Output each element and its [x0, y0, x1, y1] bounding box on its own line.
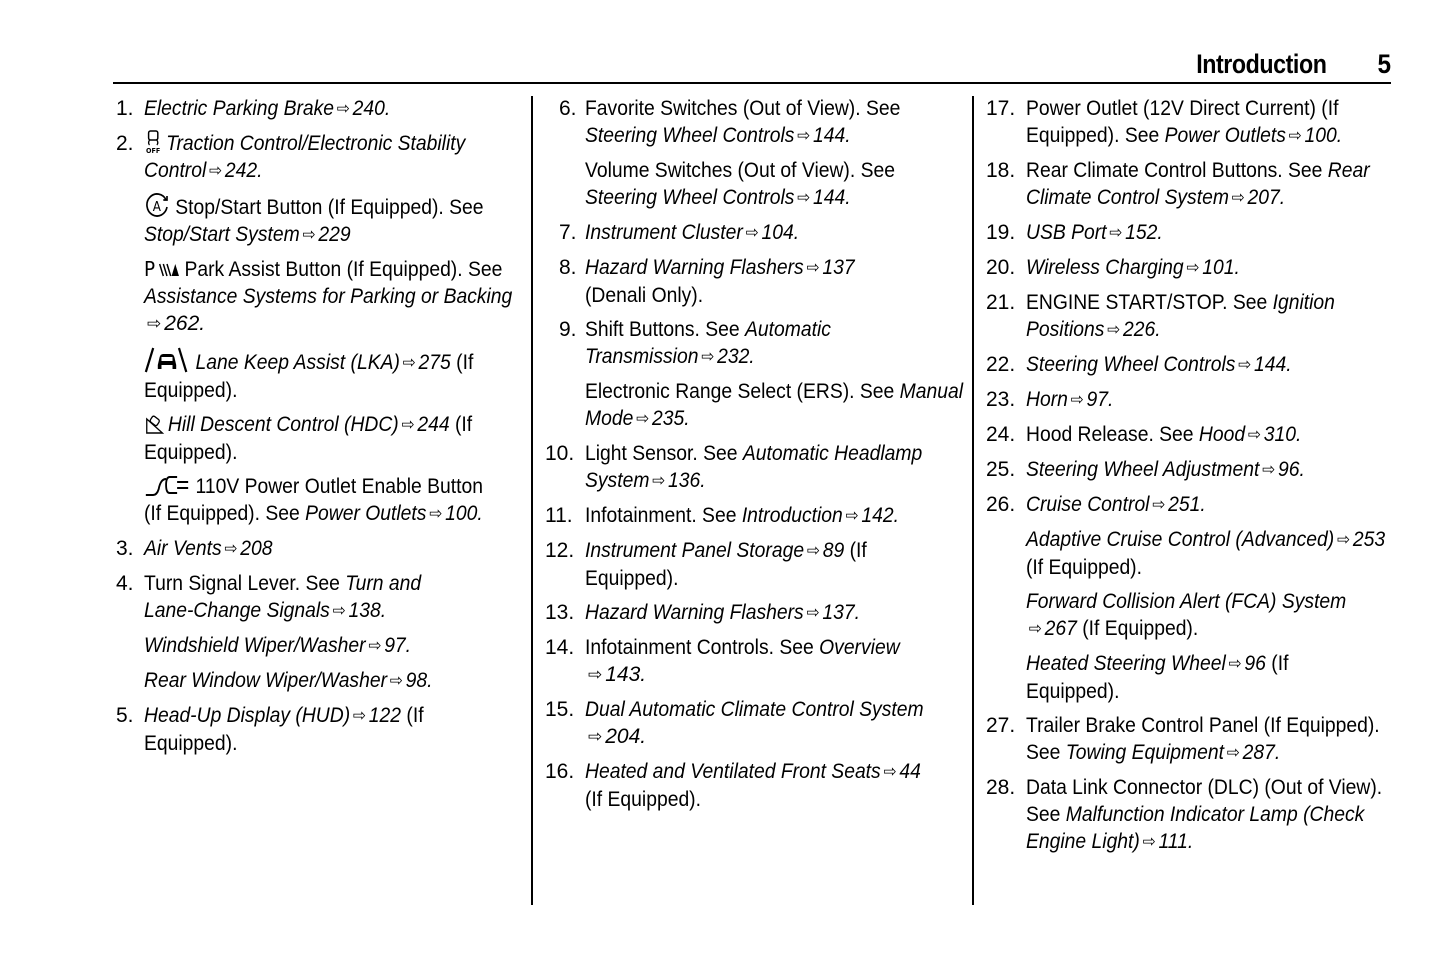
page-arrow-icon: ⇨ — [636, 409, 650, 428]
cross-reference[interactable]: Ignition — [1272, 291, 1335, 314]
page-ref[interactable]: 267 — [1044, 617, 1077, 640]
page-arrow-icon: ⇨ — [352, 706, 367, 725]
hill-descent-icon — [144, 411, 164, 435]
cross-reference[interactable]: Automatic Headlamp — [742, 442, 923, 465]
page-arrow-icon: ⇨ — [401, 415, 415, 434]
column-1 — [116, 95, 516, 764]
page-ref[interactable]: 204. — [605, 725, 647, 748]
cross-reference[interactable]: Rear Window Wiper/Washer — [144, 669, 388, 692]
page-ref[interactable]: 152. — [1125, 221, 1163, 244]
list-item: 27. Trailer Brake Control Panel (If Equipped). See Towing Equipment ⇨ 287. — [986, 714, 1380, 764]
page-ref[interactable]: 97. — [1086, 388, 1114, 411]
page-arrow-icon: ⇨ — [883, 762, 897, 781]
page-ref[interactable]: 144. — [813, 186, 851, 209]
page-ref[interactable]: 96 — [1244, 652, 1266, 675]
lane-keep-assist-icon — [144, 345, 192, 373]
cross-reference[interactable]: Power Outlets — [305, 502, 427, 525]
page-arrow-icon: ⇨ — [797, 126, 811, 145]
column-divider — [972, 96, 974, 905]
power-outlet-icon — [144, 473, 192, 497]
column-divider — [531, 96, 533, 905]
cross-reference[interactable]: Steering Wheel Controls — [585, 186, 795, 209]
cross-reference[interactable]: Cruise Control — [1026, 493, 1150, 516]
page-ref[interactable]: 251. — [1168, 493, 1206, 516]
page-arrow-icon: ⇨ — [806, 603, 820, 622]
page-ref[interactable]: 137. — [822, 601, 860, 624]
page-arrow-icon: ⇨ — [588, 727, 603, 746]
column-2 — [545, 95, 964, 820]
cross-reference[interactable]: Lane Keep Assist (LKA) — [195, 351, 400, 374]
list-item: 10. Light Sensor. See Automatic Headlamp System ⇨ 136. — [545, 442, 923, 492]
page-ref[interactable]: 100. — [445, 502, 483, 525]
auto-stop-icon — [144, 192, 172, 218]
cross-reference[interactable]: Overview — [819, 636, 900, 659]
page-arrow-icon: ⇨ — [1247, 425, 1261, 444]
page-arrow-icon: ⇨ — [1262, 460, 1276, 479]
page-arrow-icon: ⇨ — [1288, 126, 1302, 145]
page-arrow-icon: ⇨ — [1152, 495, 1166, 514]
page-header — [0, 0, 1445, 90]
list-item: 14. Infotainment Controls. See Overview ⇨ 143. — [545, 636, 900, 686]
page-ref[interactable]: 101. — [1202, 256, 1240, 279]
page-arrow-icon: ⇨ — [588, 665, 603, 684]
page-ref[interactable]: 104. — [761, 221, 800, 244]
page-ref[interactable]: 310. — [1263, 423, 1302, 446]
list-item: 11. Infotainment. See Introduction ⇨ 142. — [545, 504, 900, 527]
list-item: 19. USB Port ⇨ 152. — [986, 221, 1163, 244]
cross-reference[interactable]: Hazard Warning Flashers — [585, 256, 804, 279]
cross-reference[interactable]: USB Port — [1026, 221, 1107, 244]
cross-reference[interactable]: Windshield Wiper/Washer — [144, 634, 366, 657]
list-item: 5. Head-Up Display (HUD) ⇨ 122 (If Equipped). — [116, 704, 424, 755]
list-item: 6. Favorite Switches (Out of View). See Steering Wheel Controls ⇨ 144. Volume Switches (Out of View). See Steering Wheel Controls ⇨ 144. — [559, 97, 901, 209]
svg-text:OFF: OFF — [146, 146, 161, 154]
traction-control-off-icon — [144, 130, 162, 154]
page-arrow-icon: ⇨ — [302, 225, 316, 244]
page-arrow-icon: ⇨ — [1109, 223, 1123, 242]
cross-reference[interactable]: Air Vents — [144, 537, 222, 560]
list-item: 17. Power Outlet (12V Direct Current) (If Equipped). See Power Outlets ⇨ 100. — [986, 97, 1343, 147]
page-arrow-icon: ⇨ — [336, 99, 350, 118]
page-arrow-icon: ⇨ — [1238, 355, 1252, 374]
cross-reference[interactable]: Instrument Cluster — [585, 221, 743, 244]
page-ref[interactable]: 143. — [605, 663, 647, 686]
list-item: 8. Hazard Warning Flashers ⇨ 137 (Denali Only). — [559, 256, 855, 307]
page-arrow-icon: ⇨ — [806, 258, 820, 277]
page-ref[interactable]: 122 — [368, 704, 402, 727]
page-arrow-icon: ⇨ — [1336, 530, 1351, 549]
cross-reference[interactable]: Manual — [899, 380, 964, 403]
list-item: 25. Steering Wheel Adjustment ⇨ 96. — [986, 458, 1305, 481]
page-ref[interactable]: 96. — [1278, 458, 1305, 481]
page-ref[interactable]: 89 — [822, 539, 845, 562]
list-item: 28. Data Link Connector (DLC) (Out of View). See Malfunction Indicator Lamp (Check Engine Light) ⇨ 111. — [986, 776, 1383, 853]
page-arrow-icon: ⇨ — [1231, 188, 1245, 207]
page-ref[interactable]: 136. — [668, 469, 706, 492]
cross-reference[interactable]: Dual Automatic Climate Control System — [585, 698, 924, 721]
page-arrow-icon: ⇨ — [402, 353, 416, 372]
cross-reference[interactable]: Instrument Panel Storage — [585, 539, 805, 562]
list-item: 7. Instrument Cluster ⇨ 104. — [559, 221, 800, 244]
cross-reference[interactable]: Stop/Start System — [144, 223, 300, 246]
page-ref[interactable]: 144. — [813, 124, 851, 147]
list-item: 12. Instrument Panel Storage ⇨ 89 (If Equipped). — [545, 539, 867, 590]
cross-reference[interactable]: Hill Descent Control (HDC) — [167, 413, 399, 436]
page-ref[interactable]: 226. — [1123, 318, 1161, 341]
cross-reference[interactable]: Steering Wheel Controls — [585, 124, 795, 147]
page-arrow-icon: ⇨ — [1226, 743, 1240, 762]
cross-reference[interactable]: Traction Control/Electronic Stability — [166, 132, 466, 155]
page-ref[interactable]: 262. — [164, 312, 206, 335]
list-item: 21. ENGINE START/STOP. See Ignition Positions ⇨ 226. — [986, 291, 1335, 341]
page-arrow-icon: ⇨ — [806, 541, 820, 560]
page-ref[interactable]: 144. — [1254, 353, 1292, 376]
list-item: 1. Electric Parking Brake ⇨ 240. — [116, 97, 391, 120]
cross-reference[interactable]: Adaptive Cruise Control (Advanced) — [1026, 528, 1335, 551]
page-ref[interactable]: 232. — [717, 345, 755, 368]
page-arrow-icon: ⇨ — [652, 471, 666, 490]
cross-reference[interactable]: Horn — [1026, 388, 1068, 411]
park-assist-icon — [144, 258, 181, 280]
cross-reference[interactable]: Assistance Systems for Parking or Backing — [144, 285, 513, 308]
page-ref[interactable]: 100. — [1304, 124, 1343, 147]
list-item: 9. Shift Buttons. See Automatic Transmission ⇨ 232. Electronic Range Select (ERS). See Manual Mode ⇨ 235. — [559, 318, 964, 430]
list-item: 3. Air Vents ⇨ 208 — [116, 537, 273, 560]
cross-reference[interactable]: Hazard Warning Flashers — [585, 601, 804, 624]
page-arrow-icon: ⇨ — [209, 161, 223, 180]
page-arrow-icon: ⇨ — [701, 347, 715, 366]
page-number: 5 — [1377, 49, 1391, 79]
cross-reference[interactable]: Turn and — [345, 572, 422, 595]
list-item: 15. Dual Automatic Climate Control System ⇨ 204. — [545, 698, 924, 748]
cross-reference[interactable]: Wireless Charging — [1026, 256, 1184, 279]
list-item: 2. OFF Traction Control/Electronic Stability Control ⇨ 242. A Stop/Start Button (If Equipped). See Stop/Start System ⇨ 229 P Park Assist Button (If Equipped). See Assistance Systems for Parking or Backing ⇨ 262. Lane Keep Assist (LKA) ⇨ 275 (If Equipped). Hill Descent Control (HDC) ⇨ 244 (If Equipped). 110V Power Outlet Enable Button (If Equipped). See Power Outlets ⇨ 100. — [116, 132, 513, 525]
page-ref[interactable]: 287. — [1242, 741, 1281, 764]
page-arrow-icon: ⇨ — [224, 539, 238, 558]
list-item: 24. Hood Release. See Hood ⇨ 310. — [986, 423, 1302, 446]
page-arrow-icon: ⇨ — [745, 223, 759, 242]
cross-reference[interactable]: Hood — [1198, 423, 1246, 446]
list-item: 18. Rear Climate Control Buttons. See Rear Climate Control System ⇨ 207. — [986, 159, 1370, 209]
list-item: 22. Steering Wheel Controls ⇨ 144. — [986, 353, 1292, 376]
page-ref[interactable]: 242. — [224, 159, 263, 182]
list-item: 23. Horn ⇨ 97. — [986, 388, 1114, 411]
list-item: 26. Cruise Control ⇨ 251. Adaptive Cruise Control (Advanced) ⇨ 253 (If Equipped). Forward Collision Alert (FCA) System ⇨ 267 (If Equipped). Heated Steering Wheel ⇨ 96 (If Equipped). — [986, 493, 1386, 703]
page-ref[interactable]: 98. — [405, 669, 433, 692]
list-item: 4. Turn Signal Lever. See Turn and Lane-Change Signals ⇨ 138. Windshield Wiper/Washer ⇨ 97. Rear Window Wiper/Washer ⇨ 98. — [116, 572, 433, 692]
page-ref[interactable]: 207. — [1247, 186, 1286, 209]
page-ref[interactable]: 97. — [384, 634, 412, 657]
list-item: 16. Heated and Ventilated Front Seats ⇨ 44 (If Equipped). — [545, 760, 921, 811]
column-3 — [986, 95, 1391, 863]
page-arrow-icon: ⇨ — [845, 506, 859, 525]
cross-reference[interactable]: Power Outlets — [1164, 124, 1286, 147]
cross-reference[interactable]: Rear — [1327, 159, 1370, 182]
page-ref[interactable]: 244 — [417, 413, 450, 436]
page-ref[interactable]: 137 — [822, 256, 855, 279]
cross-reference[interactable]: Forward Collision Alert (FCA) System — [1026, 590, 1347, 613]
svg-text:A: A — [152, 198, 161, 215]
page-arrow-icon: ⇨ — [147, 314, 162, 333]
page-arrow-icon: ⇨ — [389, 671, 403, 690]
page-arrow-icon: ⇨ — [797, 188, 811, 207]
cross-reference[interactable]: Towing Equipment — [1065, 741, 1225, 764]
page-arrow-icon: ⇨ — [1107, 320, 1121, 339]
page-ref[interactable]: 235. — [651, 407, 690, 430]
page-ref[interactable]: 253 — [1352, 528, 1386, 551]
cross-reference[interactable]: Introduction — [741, 504, 843, 527]
page-arrow-icon: ⇨ — [1028, 619, 1042, 638]
page-arrow-icon: ⇨ — [332, 601, 346, 620]
page-arrow-icon: ⇨ — [1186, 258, 1200, 277]
section-title: Introduction — [1195, 49, 1326, 79]
page-ref[interactable]: 142. — [861, 504, 900, 527]
page-arrow-icon: ⇨ — [429, 504, 443, 523]
page-ref[interactable]: 275 — [418, 351, 451, 374]
cross-reference[interactable]: Malfunction Indicator Lamp (Check — [1065, 803, 1365, 826]
page-arrow-icon: ⇨ — [368, 636, 382, 655]
page-ref[interactable]: 208 — [240, 537, 273, 560]
list-item: 13. Hazard Warning Flashers ⇨ 137. — [545, 601, 860, 624]
page-ref[interactable]: 240. — [352, 97, 391, 120]
cross-reference[interactable]: Heated Steering Wheel — [1026, 652, 1226, 675]
header-rule — [113, 82, 1391, 84]
list-item: 20. Wireless Charging ⇨ 101. — [986, 256, 1240, 279]
cross-reference[interactable]: Heated and Ventilated Front Seats — [585, 760, 881, 783]
page-arrow-icon: ⇨ — [1142, 832, 1156, 851]
page-ref[interactable]: 229 — [318, 223, 351, 246]
page-ref[interactable]: 44 — [899, 760, 921, 783]
cross-reference[interactable]: Steering Wheel Controls — [1026, 353, 1236, 376]
page-arrow-icon: ⇨ — [1070, 390, 1084, 409]
cross-reference[interactable]: Head-Up Display (HUD) — [144, 704, 351, 727]
page-arrow-icon: ⇨ — [1228, 654, 1242, 673]
cross-reference[interactable]: Electric Parking Brake — [144, 97, 335, 120]
cross-reference[interactable]: Steering Wheel Adjustment — [1026, 458, 1260, 481]
page-ref[interactable]: 111. — [1158, 830, 1194, 853]
svg-text:P: P — [144, 258, 156, 280]
cross-reference[interactable]: Automatic — [745, 318, 831, 341]
page-ref[interactable]: 138. — [348, 599, 387, 622]
